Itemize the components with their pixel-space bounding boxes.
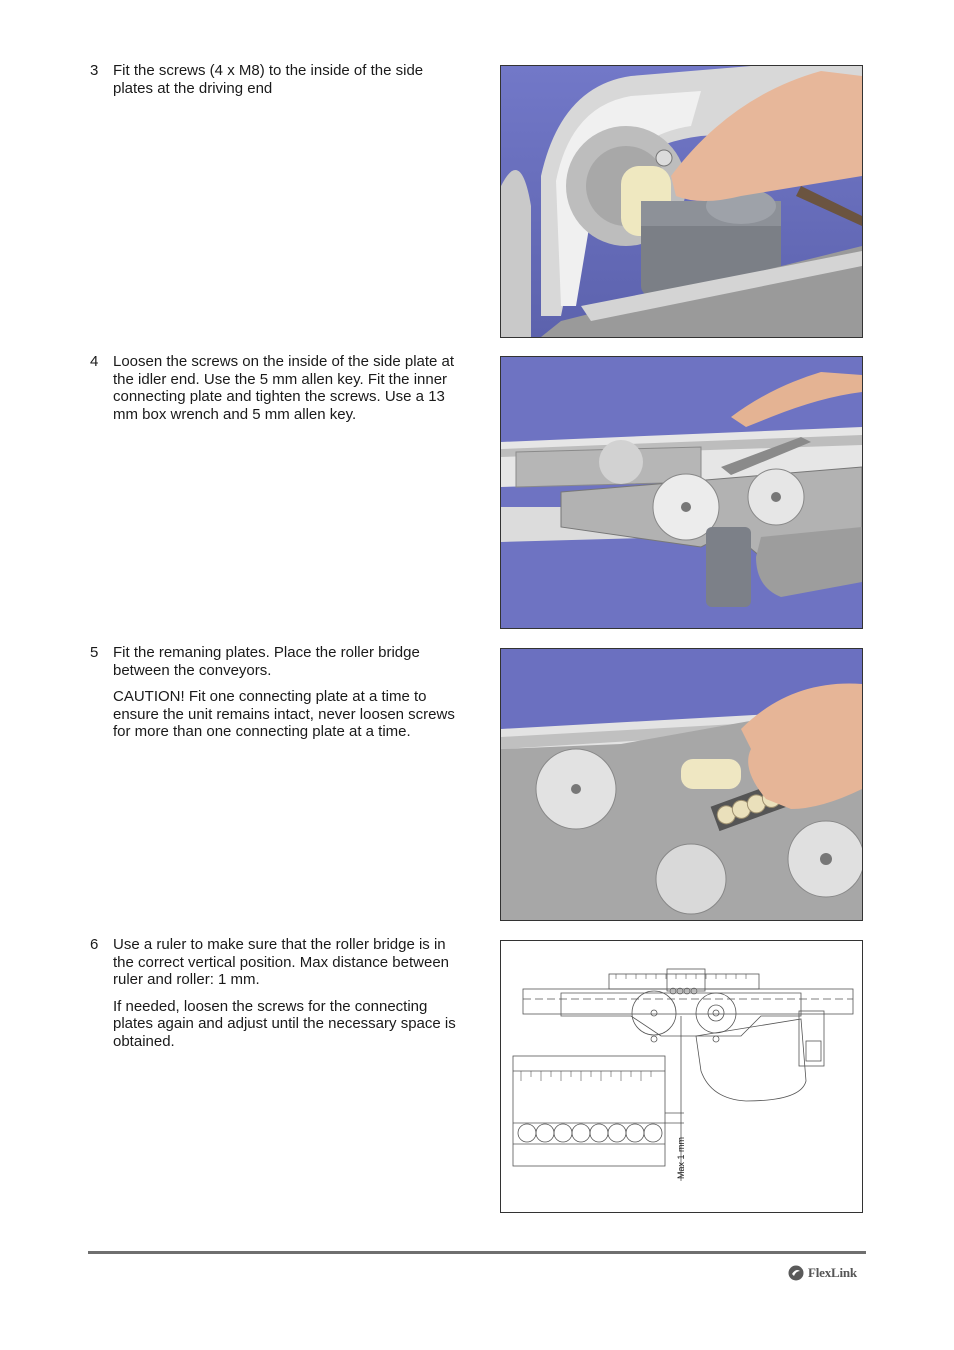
step-4 (90, 353, 460, 432)
step-text: Fit the remaning plates. Place the roller bridge between the conveyors. (113, 644, 420, 679)
photo-fit-screws-driving-end (500, 65, 863, 338)
caution-text: CAUTION! Fit one connecting plate at a time to ensure the unit remains intact, never loosen screws for more than one connecting plate at a time. (113, 688, 455, 741)
step-text: Use a ruler to make sure that the roller bridge is in the correct vertical position. Max distance between ruler and roller: 1 mm. (113, 936, 449, 989)
brand-name: FlexLink (808, 1265, 857, 1280)
step-number: 3 (90, 62, 99, 79)
brand-logo (788, 1263, 857, 1283)
step-number: 5 (90, 644, 99, 661)
photo-roller-bridge-placement (500, 648, 863, 921)
step-3 (90, 62, 460, 106)
step-5 (90, 644, 460, 750)
footer-rule (88, 1251, 866, 1254)
step-6 (90, 936, 460, 1060)
step-number: 6 (90, 936, 99, 953)
step-number: 4 (90, 353, 99, 370)
dimension-label: Max 1 mm (676, 1136, 686, 1179)
flexlink-logo-icon (788, 1265, 804, 1281)
diagram-ruler-roller-gap (500, 940, 863, 1213)
photo-inner-connecting-plate (500, 356, 863, 629)
step-text: Loosen the screws on the inside of the side plate at the idler end. Use the 5 mm allen key. Fit the inner connecting plate and tighten the screws. Use a 13 mm box wrench and 5 mm allen key. (113, 353, 455, 423)
step-text: Fit the screws (4 x M8) to the inside of the side plates at the driving end (113, 62, 424, 97)
step-text: If needed, loosen the screws for the connecting plates again and adjust until the necessary space is obtained. (113, 997, 456, 1050)
